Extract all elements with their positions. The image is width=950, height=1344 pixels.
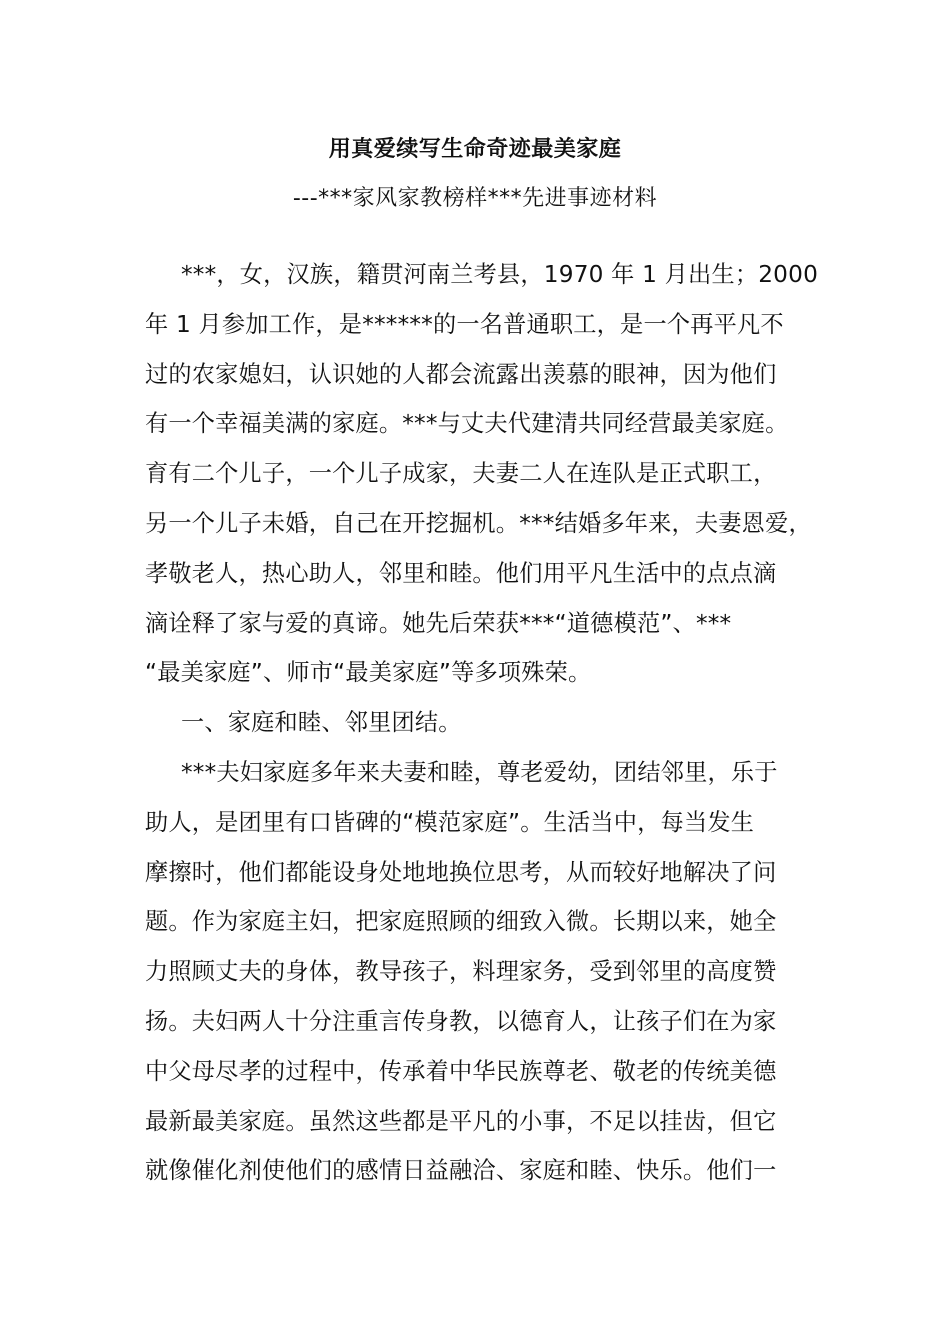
- paragraph-line: 另一个儿子未婚，自己在开挖掘机。***结婚多年来，夫妻恩爱，: [145, 509, 812, 537]
- paragraph-line: 最新最美家庭。虽然这些都是平凡的小事，不足以挂齿，但它: [145, 1107, 777, 1135]
- paragraph-line: “最美家庭”、师市“最美家庭”等多项殊荣。: [145, 659, 592, 687]
- paragraph-line: 助人，是团里有口皆碑的“模范家庭”。生活当中，每当发生: [145, 808, 755, 836]
- paragraph-line: 中父母尽孝的过程中，传承着中华民族尊老、敬老的传统美德: [145, 1057, 777, 1085]
- paragraph-line: 有一个幸福美满的家庭。***与丈夫代建清共同经营最美家庭。: [145, 410, 789, 438]
- paragraph-line: 扬。夫妇两人十分注重言传身教，以德育人，让孩子们在为家: [145, 1007, 777, 1035]
- section-heading: 一、家庭和睦、邻里团结。: [181, 709, 462, 737]
- paragraph-line: 摩擦时，他们都能设身处地地换位思考，从而较好地解决了问: [145, 858, 777, 886]
- paragraph-line: 力照顾丈夫的身体，教导孩子，料理家务，受到邻里的高度赞: [145, 958, 777, 986]
- document-body: [145, 257, 825, 1203]
- paragraph-line: 年 1 月参加工作，是******的一名普通职工，是一个再平凡不: [145, 310, 784, 338]
- paragraph-line: ***，女，汉族，籍贯河南兰考县，1970 年 1 月出生；2000: [181, 261, 819, 288]
- paragraph-line: 过的农家媳妇，认识她的人都会流露出羡慕的眼神，因为他们: [145, 360, 777, 388]
- paragraph-line: ***夫妇家庭多年来夫妻和睦，尊老爱幼，团结邻里，乐于: [181, 758, 778, 786]
- paragraph-line: 题。作为家庭主妇，把家庭照顾的细致入微。长期以来，她全: [145, 908, 777, 936]
- document-subtitle: ---***家风家教榜样***先进事迹材料: [292, 186, 658, 211]
- paragraph-line: 就像催化剂使他们的感情日益融洽、家庭和睦、快乐。他们一: [145, 1157, 777, 1185]
- paragraph-line: 孝敬老人，热心助人，邻里和睦。他们用平凡生活中的点点滴: [145, 559, 777, 587]
- document-title: 用真爱续写生命奇迹最美家庭: [328, 137, 622, 162]
- paragraph-line: 育有二个儿子，一个儿子成家，夫妻二人在连队是正式职工，: [145, 460, 777, 488]
- paragraph-line: 滴诠释了家与爱的真谛。她先后荣获***“道德模范”、***: [145, 609, 732, 637]
